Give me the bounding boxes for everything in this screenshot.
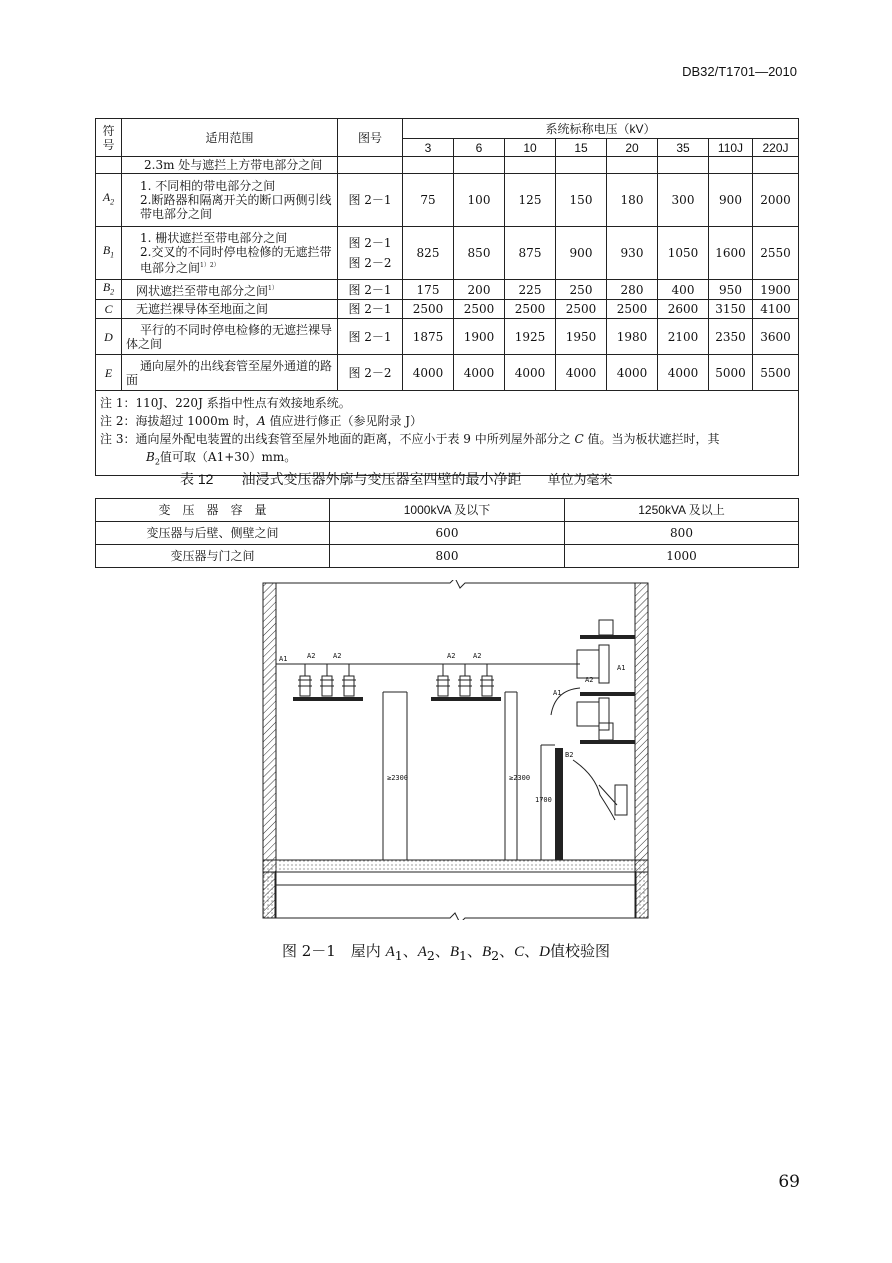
cell-value: 825 bbox=[403, 227, 454, 280]
cell-symbol: $B_1$ bbox=[96, 227, 122, 280]
cell-value: 2100 bbox=[658, 319, 709, 355]
cell-value: 3600 bbox=[753, 319, 799, 355]
insulator-group-center bbox=[431, 664, 501, 701]
cell-figure: 图 2－1 bbox=[338, 174, 403, 227]
table12-caption: 表 12 油浸式变压器外廓与变压器室四壁的最小净距 单位为毫米 bbox=[180, 471, 613, 488]
label-a2: A2 bbox=[333, 652, 342, 660]
voltage-header: 20 bbox=[607, 139, 658, 157]
cell-figure: 图 2－1 图 2－2 bbox=[338, 227, 403, 280]
clearance-diagram bbox=[255, 580, 665, 920]
cell-value: 2500 bbox=[454, 300, 505, 319]
cell-value: 800 bbox=[565, 522, 799, 545]
table-row bbox=[96, 355, 799, 391]
cell-figure: 图 2－1 bbox=[338, 300, 403, 319]
insulator-group-left bbox=[293, 664, 363, 701]
label-a1-diag: A1 bbox=[553, 689, 562, 697]
cell-value: 1600 bbox=[709, 227, 753, 280]
cell-value: 225 bbox=[505, 280, 556, 300]
cell-value: 875 bbox=[505, 227, 556, 280]
col-1000kva: 1000kVA 及以下 bbox=[330, 499, 565, 522]
dimension-lines bbox=[383, 688, 627, 860]
cell-symbol: C bbox=[96, 300, 122, 319]
label-a2: A2 bbox=[473, 652, 482, 660]
note-3-cont: $B_2$值可取（A1+30）mm。 bbox=[146, 450, 297, 467]
cell-value: 1000 bbox=[565, 545, 799, 568]
label-a1-right: A1 bbox=[617, 664, 626, 672]
table-notes-row bbox=[96, 391, 799, 475]
voltage-header: 6 bbox=[454, 139, 505, 157]
cell-value: 4000 bbox=[556, 355, 607, 391]
col-1250kva: 1250kVA 及以上 bbox=[565, 499, 799, 522]
label-b2: B2 bbox=[565, 751, 574, 759]
cell-scope: 平行的不同时停电检修的无遮拦裸导体之间 bbox=[122, 319, 338, 355]
cell-value: 1900 bbox=[753, 280, 799, 300]
cell-value: 4000 bbox=[658, 355, 709, 391]
cell-value: 200 bbox=[454, 280, 505, 300]
label-a1-left: A1 bbox=[279, 655, 288, 663]
cell-value: 1900 bbox=[454, 319, 505, 355]
cell-value: 2550 bbox=[753, 227, 799, 280]
cell-value: 4000 bbox=[454, 355, 505, 391]
cell-scope: 2.3m 处与遮拦上方带电部分之间 bbox=[122, 157, 338, 174]
cell-scope: 通向屋外的出线套管至屋外通道的路面 bbox=[122, 355, 338, 391]
cell-value: 900 bbox=[709, 174, 753, 227]
label-height-2: ≥2300 bbox=[509, 774, 531, 782]
floor-slab bbox=[263, 860, 648, 872]
cell-value: 800 bbox=[330, 545, 565, 568]
cell-scope: 1. 栅状遮拦至带电部分之间 2.交叉的不同时停电检修的无遮拦带电部分之间$^{1)2)}$ bbox=[122, 227, 338, 280]
cell-value: 280 bbox=[607, 280, 658, 300]
diagram-svg bbox=[255, 580, 665, 920]
cell-value: 4000 bbox=[607, 355, 658, 391]
cell-value: 100 bbox=[454, 174, 505, 227]
table-row bbox=[96, 545, 799, 568]
ceiling-line bbox=[276, 580, 635, 588]
cell-scope: 1. 不同相的带电部分之间 2.断路器和隔离开关的断口两侧引线带电部分之间 bbox=[122, 174, 338, 227]
label-a2: A2 bbox=[447, 652, 456, 660]
cell-value: 2500 bbox=[403, 300, 454, 319]
cell-value: 1950 bbox=[556, 319, 607, 355]
cell-figure: 图 2－2 bbox=[338, 355, 403, 391]
cell-symbol: E bbox=[96, 355, 122, 391]
table-row bbox=[96, 227, 799, 280]
voltage-header: 15 bbox=[556, 139, 607, 157]
cell-value: 4000 bbox=[505, 355, 556, 391]
voltage-header: 35 bbox=[658, 139, 709, 157]
transformer-clearance-table bbox=[95, 498, 799, 568]
table-notes bbox=[96, 391, 799, 475]
table-row bbox=[96, 319, 799, 355]
cell-value: 75 bbox=[403, 174, 454, 227]
cell-value: 175 bbox=[403, 280, 454, 300]
cell-value: 400 bbox=[658, 280, 709, 300]
cell-value: 180 bbox=[607, 174, 658, 227]
doc-code: DB32/T1701—2010 bbox=[682, 64, 797, 79]
table-row bbox=[96, 300, 799, 319]
cell-label: 变压器与后壁、侧壁之间 bbox=[96, 522, 330, 545]
note-2: 注 2：海拔超过 1000m 时，A 值应进行修正（参见附录 J） bbox=[100, 414, 423, 429]
cell-value: 3150 bbox=[709, 300, 753, 319]
note-1: 注 1：110J、220J 系指中性点有效接地系统。 bbox=[100, 396, 351, 411]
cell-value: 300 bbox=[658, 174, 709, 227]
cell-value: 900 bbox=[556, 227, 607, 280]
cell-value: 4100 bbox=[753, 300, 799, 319]
cell-value: 5500 bbox=[753, 355, 799, 391]
col-figure: 图号 bbox=[338, 119, 403, 157]
cell-value: 150 bbox=[556, 174, 607, 227]
table-row bbox=[96, 522, 799, 545]
cell-value: 2000 bbox=[753, 174, 799, 227]
clearance-table bbox=[95, 118, 799, 476]
table-header-row bbox=[96, 499, 799, 522]
barrier bbox=[555, 748, 563, 860]
cell-value: 5000 bbox=[709, 355, 753, 391]
cell-value: 1925 bbox=[505, 319, 556, 355]
table-row bbox=[96, 157, 799, 174]
col-capacity: 变 压 器 容 量 bbox=[96, 499, 330, 522]
cell-value: 2600 bbox=[658, 300, 709, 319]
cell-symbol: D bbox=[96, 319, 122, 355]
cell-value: 2500 bbox=[607, 300, 658, 319]
cell-value: 850 bbox=[454, 227, 505, 280]
col-symbol: 符号 bbox=[96, 119, 122, 157]
cell-value: 250 bbox=[556, 280, 607, 300]
cell-value: 930 bbox=[607, 227, 658, 280]
table-row bbox=[96, 280, 799, 300]
col-scope: 适用范围 bbox=[122, 119, 338, 157]
cell-scope: 无遮拦裸导体至地面之间 bbox=[122, 300, 338, 319]
cell-value: 2350 bbox=[709, 319, 753, 355]
cell-label: 变压器与门之间 bbox=[96, 545, 330, 568]
cell-scope: 网状遮拦至带电部分之间$^{1)}$ bbox=[122, 280, 338, 300]
cell-symbol: $A_2$ bbox=[96, 174, 122, 227]
cell-value: 4000 bbox=[403, 355, 454, 391]
voltage-header: 110J bbox=[709, 139, 753, 157]
cell-value: 1050 bbox=[658, 227, 709, 280]
figure-caption: 图 2－1 屋内 $A_1$、$A_2$、$B_1$、$B_2$、C、D值校验图 bbox=[281, 942, 611, 963]
voltage-header: 3 bbox=[403, 139, 454, 157]
cell-figure: 图 2－1 bbox=[338, 280, 403, 300]
cell-value: 600 bbox=[330, 522, 565, 545]
page-number: 69 bbox=[778, 1172, 800, 1192]
label-a2: A2 bbox=[307, 652, 316, 660]
label-height-3: 1700 bbox=[535, 796, 552, 804]
voltage-header: 10 bbox=[505, 139, 556, 157]
cell-value: 125 bbox=[505, 174, 556, 227]
label-height-1: ≥2300 bbox=[387, 774, 409, 782]
cell-value: 950 bbox=[709, 280, 753, 300]
col-voltage-group: 系统标称电压（kV） bbox=[403, 119, 799, 139]
table-row bbox=[96, 174, 799, 227]
voltage-header: 220J bbox=[753, 139, 799, 157]
cell-figure: 图 2－1 bbox=[338, 319, 403, 355]
cell-value: 2500 bbox=[505, 300, 556, 319]
cell-value: 1980 bbox=[607, 319, 658, 355]
note-3: 注 3：通向屋外配电装置的出线套管至屋外地面的距离，不应小于表 9 中所列屋外部分之 C 值。当为板状遮拦时，其 bbox=[100, 432, 720, 447]
label-a2-right: A2 bbox=[585, 676, 594, 684]
cell-symbol: $B_2$ bbox=[96, 280, 122, 300]
cell-value: 2500 bbox=[556, 300, 607, 319]
cell-value: 1875 bbox=[403, 319, 454, 355]
